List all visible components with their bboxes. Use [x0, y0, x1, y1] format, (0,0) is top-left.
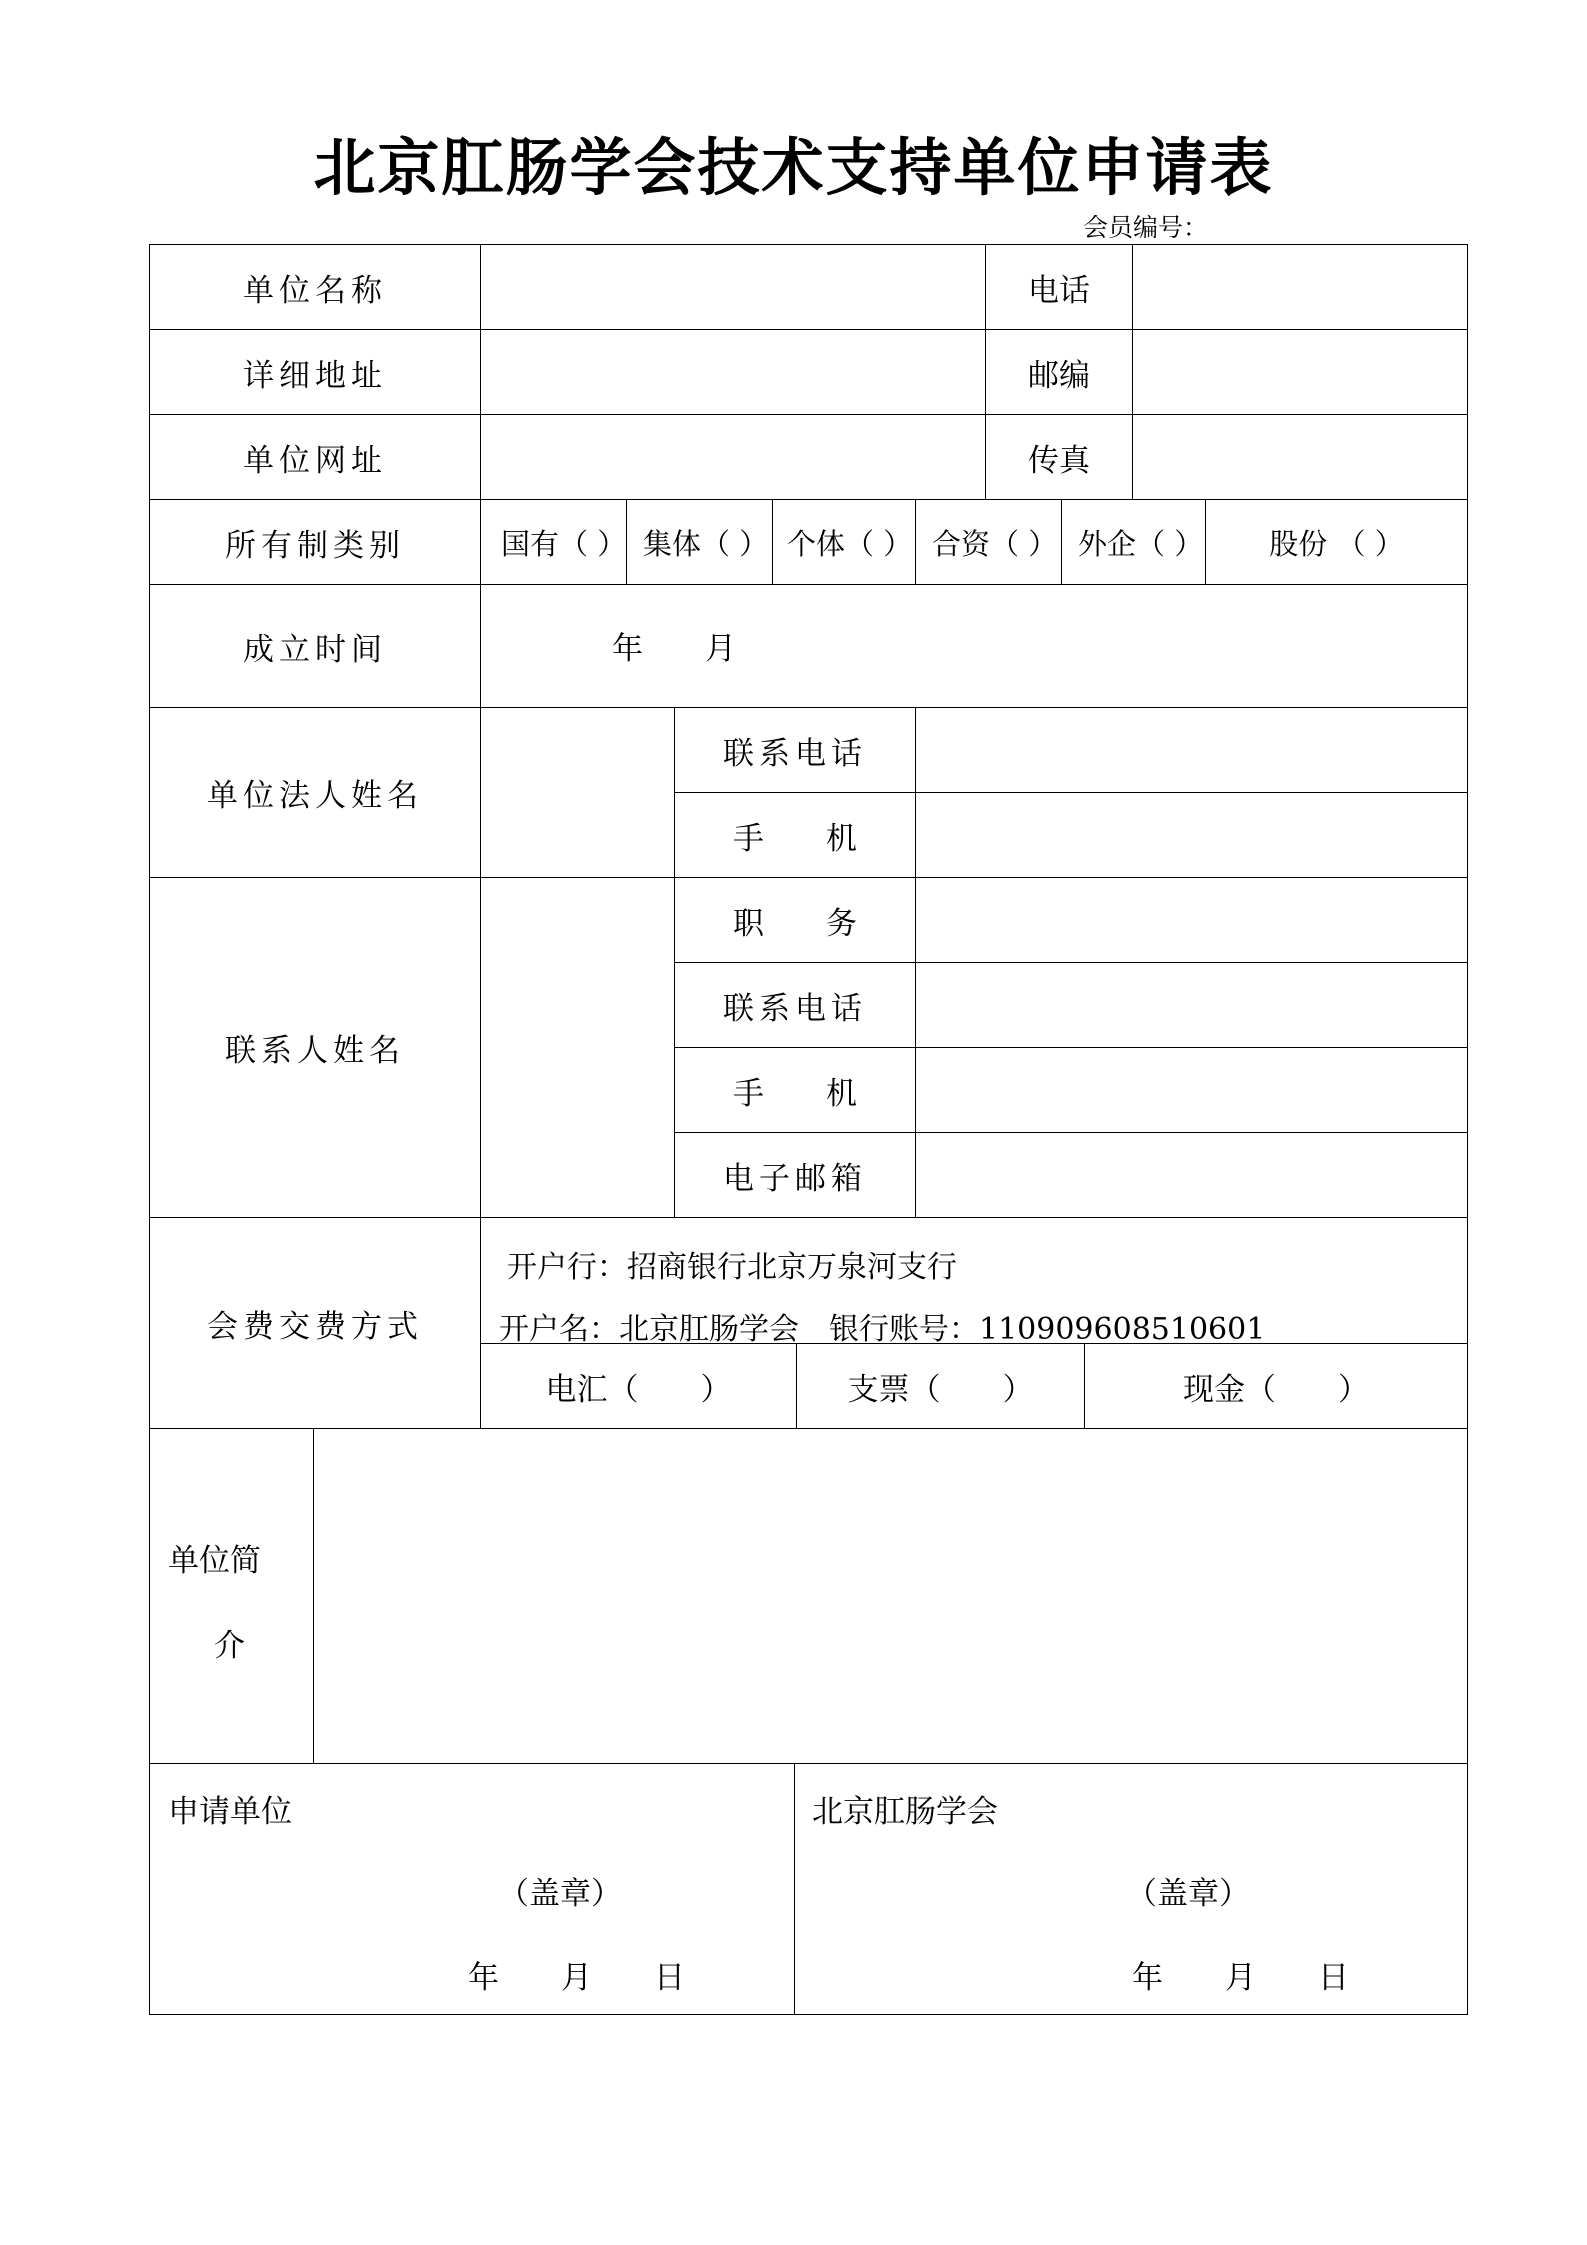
position-field[interactable] [915, 877, 1468, 963]
postcode-field[interactable] [1132, 329, 1468, 415]
website-label: 单位网址 [149, 414, 481, 500]
ownership-option-joint-venture[interactable]: 合资（ ） [915, 499, 1062, 585]
society-label: 北京肛肠学会 [812, 1794, 998, 1830]
email-label: 电子邮箱 [674, 1132, 916, 1218]
intro-field[interactable] [313, 1428, 1468, 1764]
ownership-option-state[interactable]: 国有（ ） [480, 499, 627, 585]
payment-wire-option[interactable]: 电汇（ ） [480, 1343, 797, 1429]
founded-year: 年 [612, 631, 643, 667]
founded-month: 月 [705, 631, 736, 667]
fax-field[interactable] [1132, 414, 1468, 500]
intro-label-line2: 介 [214, 1628, 245, 1664]
legal-contact-phone-label: 联系电话 [674, 707, 916, 793]
phone-field[interactable] [1132, 244, 1468, 330]
page-title: 北京肛肠学会技术支持单位申请表 [313, 131, 1274, 204]
legal-contact-phone-field[interactable] [915, 707, 1468, 793]
legal-person-name-field[interactable] [480, 707, 675, 878]
fee-method-label: 会费交费方式 [149, 1217, 481, 1429]
contact-person-label: 联系人姓名 [149, 877, 481, 1218]
fax-label: 传真 [985, 414, 1133, 500]
website-field[interactable] [480, 414, 986, 500]
email-field[interactable] [915, 1132, 1468, 1218]
address-field[interactable] [480, 329, 986, 415]
legal-person-label: 单位法人姓名 [149, 707, 481, 878]
contact-mobile-label: 手 机 [674, 1047, 916, 1133]
member-number-label: 会员编号： [1083, 213, 1209, 242]
contact-mobile-field[interactable] [915, 1047, 1468, 1133]
bank-account-name-number: 开户名：北京肛肠学会 银行账号：110909608510601 [499, 1312, 1266, 1347]
address-label: 详细地址 [149, 329, 481, 415]
society-seal: （盖章） [1126, 1876, 1250, 1912]
applicant-label: 申请单位 [168, 1794, 292, 1830]
ownership-option-foreign[interactable]: 外企（ ） [1061, 499, 1206, 585]
intro-label-box [149, 1428, 314, 1764]
ownership-option-collective[interactable]: 集体（ ） [626, 499, 773, 585]
applicant-seal: （盖章） [498, 1876, 622, 1912]
position-label: 职 务 [674, 877, 916, 963]
postcode-label: 邮编 [985, 329, 1133, 415]
unit-name-field[interactable] [480, 244, 986, 330]
bank-account-opening: 开户行：招商银行北京万泉河支行 [507, 1250, 957, 1285]
contact-person-name-field[interactable] [480, 877, 675, 1218]
legal-mobile-field[interactable] [915, 792, 1468, 878]
society-date: 年 月 日 [1132, 1960, 1349, 1996]
legal-mobile-label: 手 机 [674, 792, 916, 878]
founded-label: 成立时间 [149, 584, 481, 708]
ownership-label: 所有制类别 [149, 499, 481, 585]
ownership-option-private[interactable]: 个体（ ） [772, 499, 916, 585]
payment-cash-option[interactable]: 现金（ ） [1084, 1343, 1468, 1429]
intro-label-line1: 单位简 [168, 1543, 261, 1579]
contact-phone-field[interactable] [915, 962, 1468, 1048]
phone-label: 电话 [985, 244, 1133, 330]
ownership-option-shareholding[interactable]: 股份 （ ） [1205, 499, 1468, 585]
unit-name-label: 单位名称 [149, 244, 481, 330]
applicant-date: 年 月 日 [468, 1960, 685, 1996]
contact-phone-label: 联系电话 [674, 962, 916, 1048]
payment-check-option[interactable]: 支票（ ） [796, 1343, 1085, 1429]
